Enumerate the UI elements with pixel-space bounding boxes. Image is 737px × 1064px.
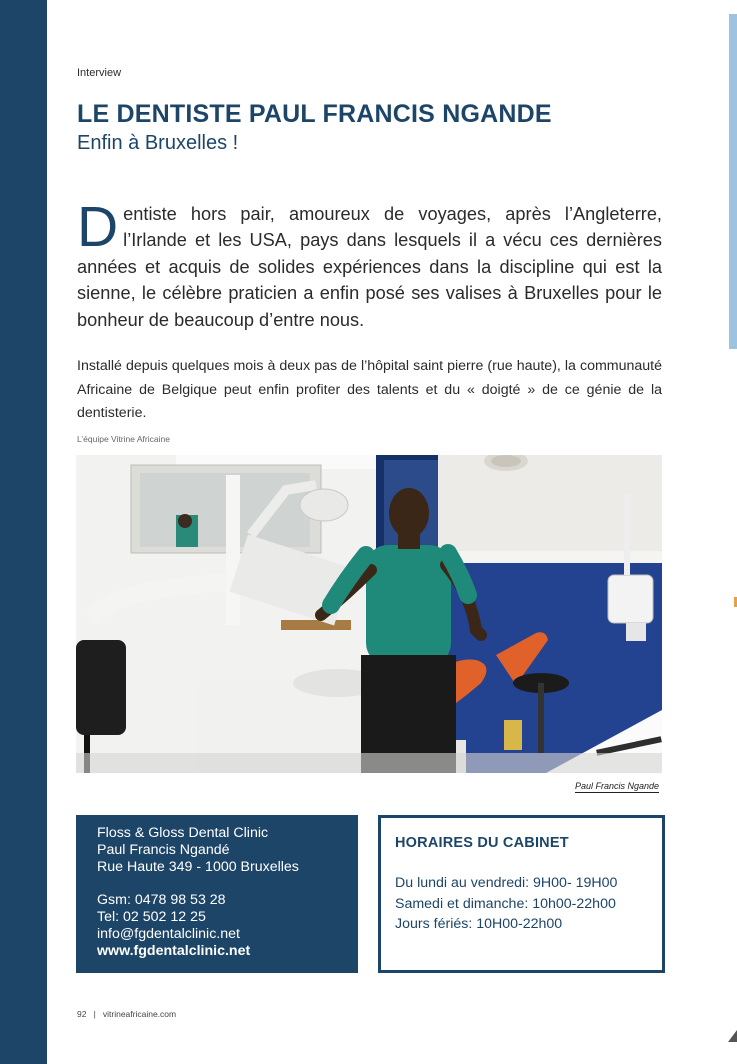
footer-separator: | [93, 1009, 96, 1019]
hours-title: HORAIRES DU CABINET [395, 835, 569, 851]
hours-holidays: Jours fériés: 10H00-22h00 [395, 916, 563, 932]
hours-list [395, 873, 662, 935]
email-address[interactable]: info@fgdentalclinic.net [97, 925, 240, 942]
body-paragraph: Installé depuis quelques mois à deux pas de l’hôpital saint pierre (rue haute), la communauté Africaine de Belgique peut enfin profiter des talents et du « doigté » de ce génie de la dentisterie. [77, 358, 662, 421]
gsm-number: Gsm: 0478 98 53 28 [97, 892, 226, 909]
lead-paragraph [77, 195, 662, 333]
tel-number: Tel: 02 502 12 25 [97, 909, 206, 926]
lead-text: entiste hors pair, amoureux de voyages, après l’Angleterre, l’Irlande et les USA, pays dans lesquels il a vécu ces dernières années et acquis de solides expériences dans la discipline qui est la sienne, le célèbre praticien a enfin posé ses valises à Bruxelles pour le bonheur de beaucoup d’entre nous. [77, 204, 662, 330]
left-color-bar [0, 0, 47, 1064]
hours-weekdays: Du lundi au vendredi: 9H00- 19H00 [395, 875, 618, 891]
section-label: Interview [77, 67, 122, 79]
footer-site[interactable]: vitrineafricaine.com [102, 1009, 177, 1019]
article-title: LE DENTISTE PAUL FRANCIS NGANDE [77, 100, 552, 128]
article-subtitle: Enfin à Bruxelles ! [77, 132, 239, 154]
dentist-name: Paul Francis Ngandé [97, 841, 230, 858]
contact-spacer [97, 875, 358, 892]
website-link[interactable]: www.fgdentalclinic.net [97, 942, 251, 959]
contact-box [76, 815, 358, 973]
hours-weekend: Samedi et dimanche: 10h00-22h00 [395, 895, 616, 912]
page-number: 92 [77, 1009, 87, 1019]
opening-hours-box [378, 815, 665, 973]
clinic-name: Floss & Gloss Dental Clinic [97, 825, 269, 841]
page-corner-triangle [728, 1030, 737, 1042]
photo-credit: L’équipe Vitrine Africaine [77, 434, 170, 444]
dentist-photo [76, 455, 662, 773]
drop-cap: D [77, 195, 119, 259]
page-footer [77, 1009, 176, 1019]
photo-caption: Paul Francis Ngande [575, 781, 660, 791]
clinic-address: Rue Haute 349 - 1000 Bruxelles [97, 858, 299, 875]
right-edge-strip [729, 14, 737, 349]
